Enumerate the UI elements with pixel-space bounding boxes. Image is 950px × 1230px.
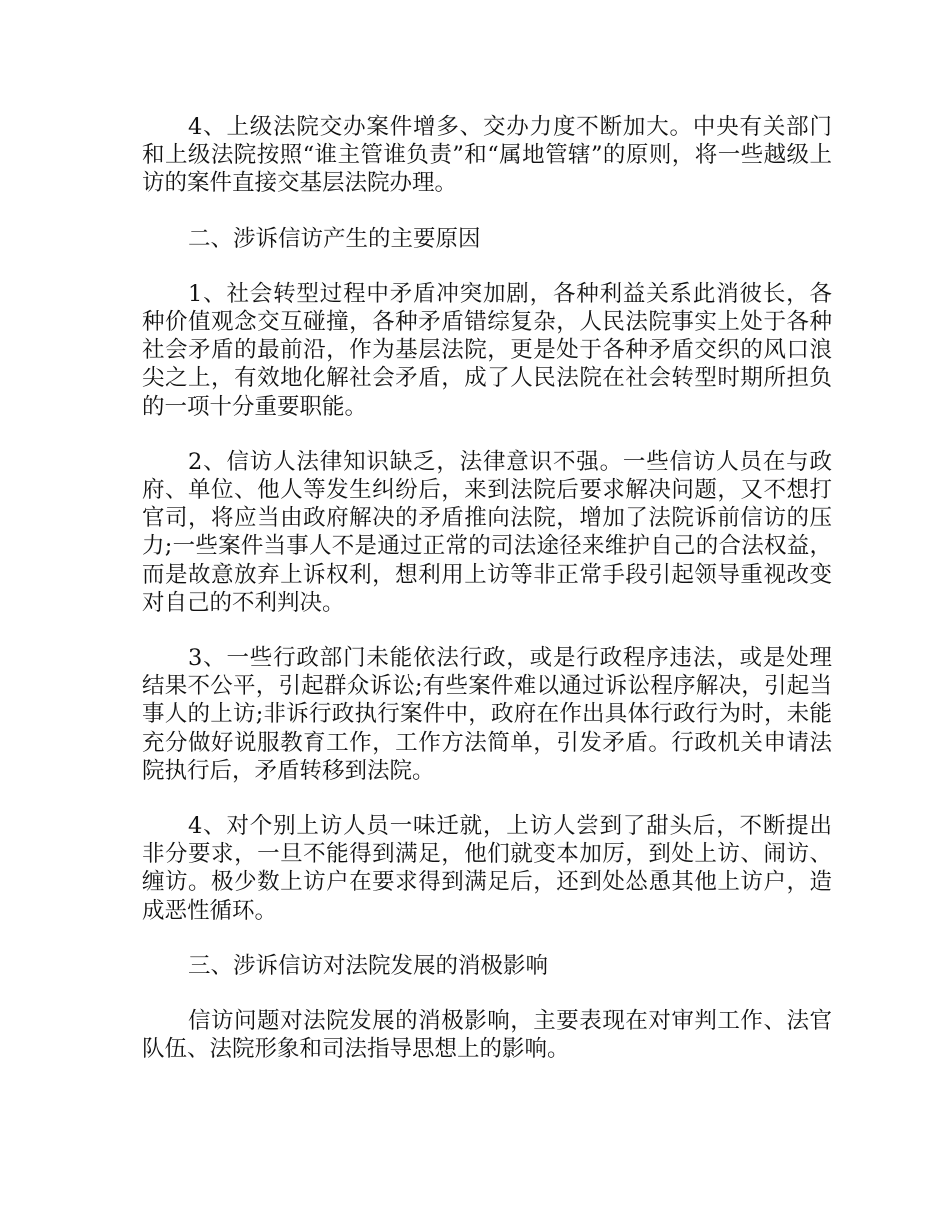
paragraph-accommodating-petitioners: 4、对个别上访人员一味迁就，上访人尝到了甜头后，不断提出非分要求，一旦不能得到满足，他们就变本加厉，到处上访、闹访、缠访。极少数上访户在要求得到满足后，还到处怂恿其他上访户，造成恶性循环。 — [142, 813, 832, 924]
section-heading-negative-impact: 三、涉诉信访对法院发展的消极影响 — [188, 952, 549, 979]
paragraph-superior-court-referrals: 4、上级法院交办案件增多、交办力度不断加大。中央有关部门和上级法院按照“谁主管谁负责”和“属地管辖”的原则，将一些越级上访的案件直接交基层法院办理。 — [142, 114, 832, 197]
paragraph-impact-summary: 信访问题对法院发展的消极影响，主要表现在对审判工作、法官队伍、法院形象和司法指导思想上的影响。 — [142, 1008, 832, 1063]
paragraph-legal-awareness: 2、信访人法律知识缺乏，法律意识不强。一些信访人员在与政府、单位、他人等发生纠纷后，来到法院后要求解决问题，又不想打官司，将应当由政府解决的矛盾推向法院，增加了法院诉前信访的压力;一些案件当事人不是通过正常的司法途径来维护自己的合法权益，而是故意放弃上诉权利，想利用上访等非正常手段引起领导重视改变对自己的不利判决。 — [142, 448, 832, 616]
document-body — [142, 113, 832, 1090]
section-heading-main-causes: 二、涉诉信访产生的主要原因 — [188, 225, 481, 252]
paragraph-administrative-departments: 3、一些行政部门未能依法行政，或是行政程序违法，或是处理结果不公平，引起群众诉讼;有些案件难以通过诉讼程序解决，引起当事人的上访;非诉行政执行案件中，政府在作出具体行政行为时，未能充分做好说服教育工作，工作方法简单，引发矛盾。行政机关申请法院执行后，矛盾转移到法院。 — [142, 645, 832, 784]
paragraph-social-transition: 1、社会转型过程中矛盾冲突加剧，各种利益关系此消彼长，各种价值观念交互碰撞，各种矛盾错综复杂，人民法院事实上处于各种社会矛盾的最前沿，作为基层法院，更是处于各种矛盾交织的风口浪尖之上，有效地化解社会矛盾，成了人民法院在社会转型时期所担负的一项十分重要职能。 — [142, 280, 832, 420]
